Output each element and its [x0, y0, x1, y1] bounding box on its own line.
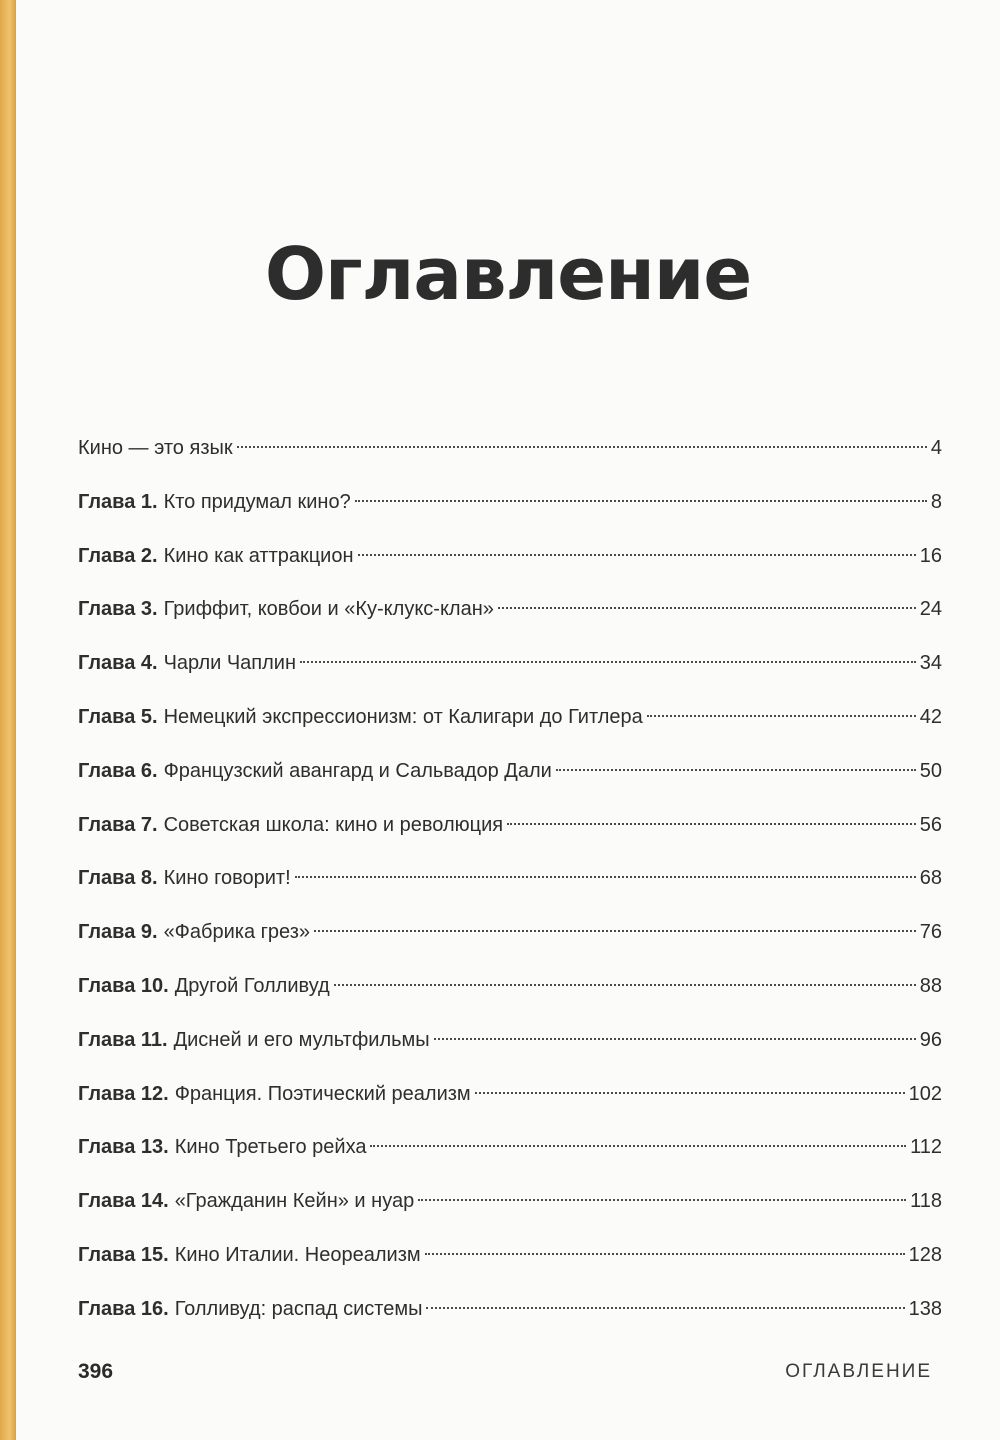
toc-entry[interactable] [78, 1078, 942, 1132]
toc-page-number: 112 [910, 1136, 942, 1159]
toc-entry-label [78, 916, 310, 948]
book-spine-edge [0, 0, 16, 1440]
toc-chapter-title: Немецкий экспрессионизм: от Калигари до Гитлера [163, 705, 643, 728]
toc-chapter-title: Кино как аттракцион [163, 544, 354, 567]
toc-page-number: 8 [930, 490, 942, 513]
toc-chapter-title: Кино говорит! [163, 867, 291, 890]
toc-chapter-number: Глава 2. [78, 544, 158, 567]
toc-entry[interactable] [78, 647, 942, 701]
book-page [16, 0, 1000, 1440]
toc-entry-label [78, 593, 494, 625]
toc-entry-label [78, 862, 291, 894]
toc-chapter-title: Франция. Поэтический реализм [174, 1082, 471, 1105]
toc-chapter-title: «Гражданин Кейн» и нуар [174, 1190, 415, 1213]
toc-entry[interactable] [78, 1024, 942, 1078]
toc-chapter-number: Глава 12. [78, 1082, 169, 1105]
toc-entry-label [78, 486, 351, 518]
toc-chapter-number: Глава 3. [78, 598, 158, 621]
toc-chapter-number: Глава 7. [78, 813, 158, 836]
toc-chapter-number: Глава 15. [78, 1243, 169, 1266]
toc-entry-label [78, 1078, 471, 1110]
toc-dot-leader [237, 446, 927, 448]
toc-entry-label [78, 1239, 421, 1271]
running-header: ОГЛАВЛЕНИЕ [785, 1361, 932, 1382]
toc-entry-label [78, 970, 330, 1002]
toc-page-number: 68 [919, 867, 942, 890]
page-number: 396 [78, 1360, 114, 1383]
toc-dot-leader [498, 607, 916, 609]
toc-page-number: 4 [930, 437, 942, 459]
toc-entry-label [78, 701, 643, 733]
toc-page-number: 76 [919, 921, 942, 944]
toc-entry[interactable] [78, 809, 942, 863]
toc-chapter-number: Глава 13. [78, 1136, 169, 1159]
toc-entry-label [78, 1185, 414, 1217]
toc-chapter-title: Кто придумал кино? [163, 490, 351, 513]
toc-chapter-number: Глава 5. [78, 705, 158, 728]
toc-chapter-number: Глава 1. [78, 490, 158, 513]
toc-dot-leader [434, 1038, 916, 1040]
toc-chapter-title: Кино Третьего рейха [174, 1136, 367, 1159]
toc-chapter-number: Глава 11. [78, 1028, 168, 1051]
toc-entry[interactable] [78, 862, 942, 916]
toc-page-number: 24 [919, 598, 942, 621]
toc-entry-label [78, 1293, 422, 1325]
toc-chapter-title: «Фабрика грез» [163, 921, 311, 944]
toc-chapter-title: Чарли Чаплин [163, 652, 297, 675]
toc-chapter-number: Глава 9. [78, 921, 158, 944]
toc-entry[interactable] [78, 701, 942, 755]
toc-entry-label [78, 432, 233, 464]
page-title: Оглавление [264, 232, 752, 316]
toc-page-number: 96 [919, 1028, 942, 1051]
toc-page-number: 42 [919, 705, 942, 728]
toc-dot-leader [358, 554, 916, 556]
toc-chapter-title: Кино Италии. Неореализм [174, 1243, 421, 1266]
toc-dot-leader [300, 661, 916, 663]
toc-dot-leader [426, 1307, 904, 1309]
toc-dot-leader [355, 500, 927, 502]
toc-page-number: 138 [908, 1297, 942, 1320]
toc-page-number: 88 [919, 974, 942, 997]
toc-entry[interactable] [78, 1131, 942, 1185]
toc-chapter-title: Голливуд: распад системы [174, 1297, 423, 1320]
toc-entry[interactable] [78, 1239, 942, 1293]
toc-chapter-number: Глава 14. [78, 1190, 169, 1213]
toc-entry[interactable] [78, 755, 942, 809]
toc-entry[interactable] [78, 1293, 942, 1347]
toc-chapter-title: Кино — это язык [78, 437, 233, 459]
toc-entry[interactable] [78, 1185, 942, 1239]
toc-entry[interactable] [78, 486, 942, 540]
toc-dot-leader [647, 715, 916, 717]
toc-page-number: 34 [919, 652, 942, 675]
toc-entry[interactable] [78, 432, 942, 486]
toc-dot-leader [314, 930, 916, 932]
toc-entry-label [78, 755, 552, 787]
toc-entry-label [78, 540, 354, 572]
toc-chapter-title: Гриффит, ковбои и «Ку-клукс-клан» [163, 598, 494, 621]
toc-page-number: 118 [910, 1190, 942, 1213]
toc-chapter-number: Глава 10. [78, 974, 169, 997]
toc-entry[interactable] [78, 540, 942, 594]
toc-dot-leader [507, 823, 916, 825]
toc-entry[interactable] [78, 916, 942, 970]
toc-chapter-number: Глава 4. [78, 652, 158, 675]
table-of-contents [78, 432, 942, 1347]
toc-page-number: 102 [908, 1082, 942, 1105]
toc-chapter-number: Глава 8. [78, 867, 158, 890]
toc-page-number: 56 [919, 813, 942, 836]
toc-dot-leader [418, 1199, 906, 1201]
toc-dot-leader [475, 1092, 905, 1094]
toc-entry-label [78, 647, 296, 679]
toc-page-number: 128 [908, 1243, 942, 1266]
toc-page-number: 16 [919, 544, 942, 567]
toc-entry[interactable] [78, 593, 942, 647]
toc-dot-leader [370, 1145, 906, 1147]
toc-chapter-title: Советская школа: кино и революция [163, 813, 504, 836]
toc-dot-leader [556, 769, 916, 771]
toc-chapter-title: Дисней и его мультфильмы [173, 1028, 430, 1051]
toc-dot-leader [295, 876, 916, 878]
toc-dot-leader [425, 1253, 905, 1255]
toc-chapter-number: Глава 16. [78, 1297, 169, 1320]
toc-page-number: 50 [919, 759, 942, 782]
toc-entry-label [78, 1131, 366, 1163]
toc-chapter-title: Другой Голливуд [174, 974, 330, 997]
toc-chapter-title: Французский авангард и Сальвадор Дали [163, 759, 552, 782]
toc-entry-label [78, 809, 503, 841]
toc-entry-label [78, 1024, 430, 1056]
toc-entry[interactable] [78, 970, 942, 1024]
toc-dot-leader [334, 984, 916, 986]
toc-chapter-number: Глава 6. [78, 759, 158, 782]
